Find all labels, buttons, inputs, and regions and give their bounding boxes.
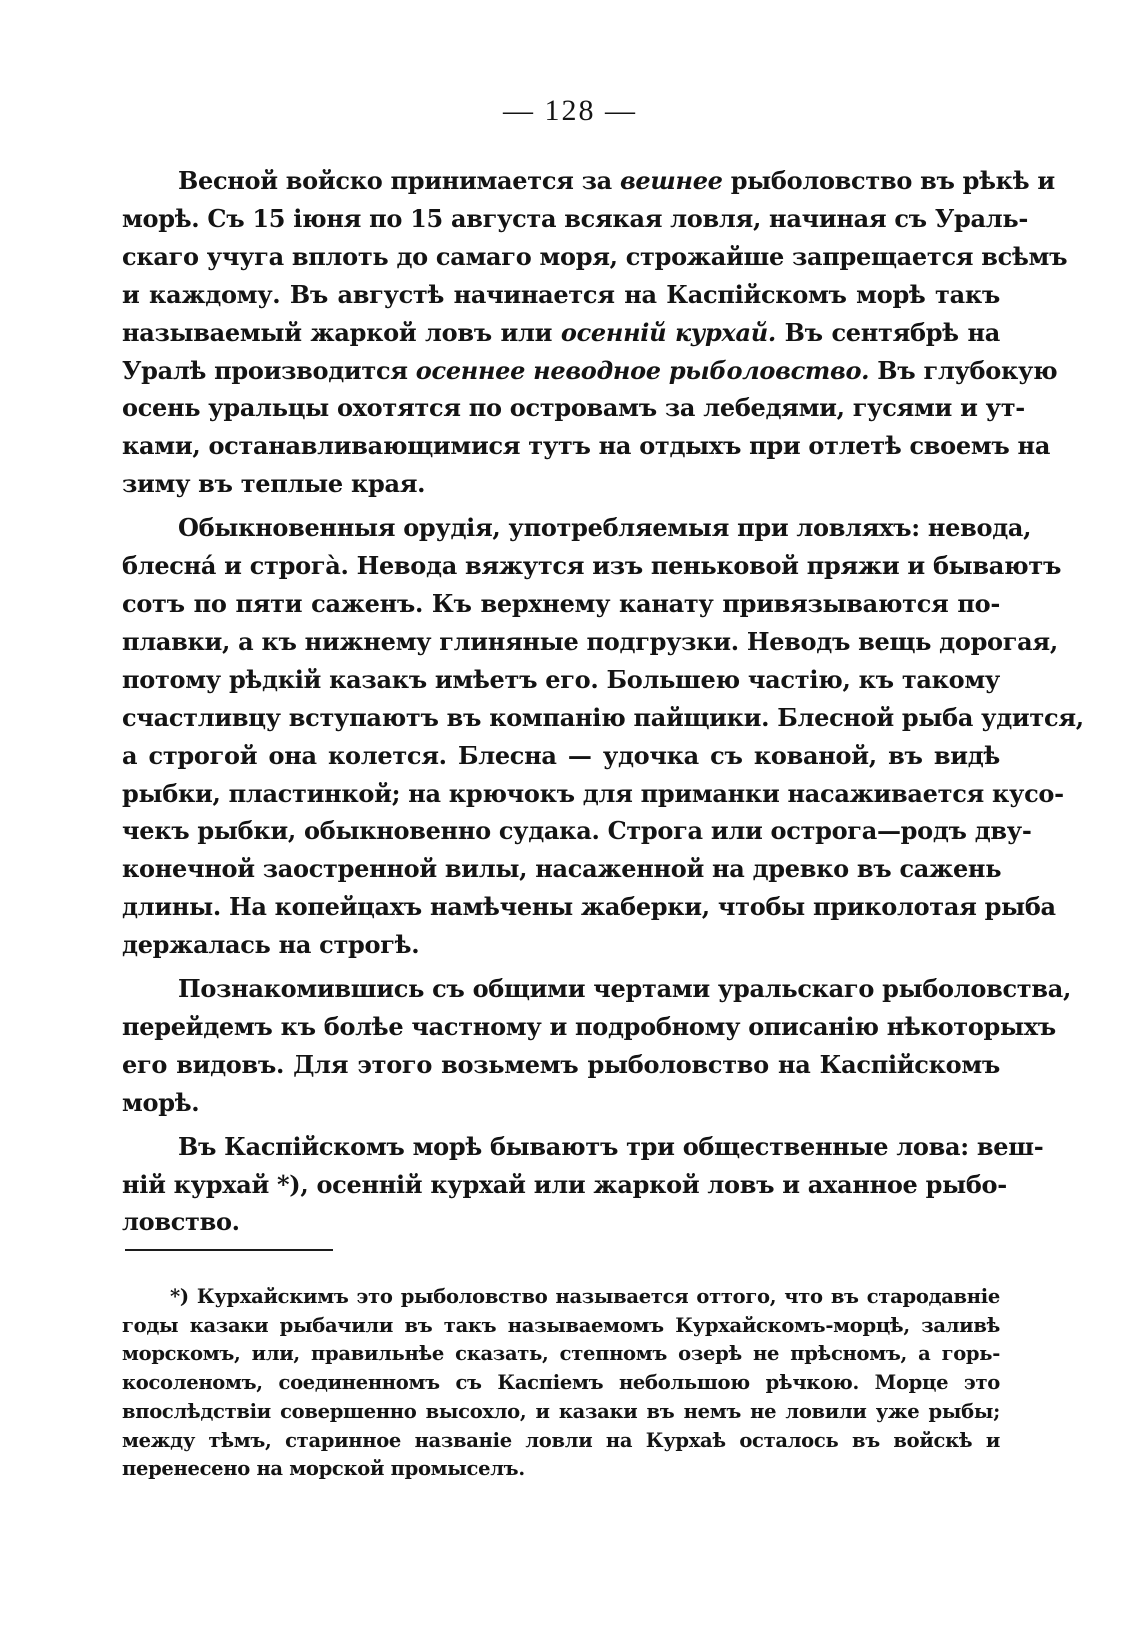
footnote-line: косоленомъ, соединенномъ съ Каспіемъ небольшою рѣчкою. Морце это (122, 1371, 1000, 1395)
text-line (122, 1046, 1000, 1084)
text-line (122, 888, 1056, 926)
text-line (122, 775, 1064, 813)
text-line (122, 970, 1072, 1008)
text-run: скаго учуга вплоть до самаго моря, строжайше запрещается всѣмъ (122, 241, 1068, 271)
italic-term: осеннее неводное рыболовство. (415, 355, 870, 385)
text-run: а строгой она колется. Блесна — удочка съ кованой, въ видѣ (122, 740, 1000, 770)
text-run: Познакомившись съ общими чертами уральскаго рыболовства, (178, 974, 1072, 1004)
text-line (122, 1166, 1007, 1204)
text-run: Въ глубокую (869, 355, 1058, 385)
text-line (122, 812, 1032, 850)
text-line (122, 276, 1000, 314)
paragraph (122, 162, 1068, 503)
text-line (122, 465, 1000, 503)
text-run: плавки, а къ нижнему глиняные подгрузки. Неводъ вещь дорогая, (122, 626, 1058, 656)
text-run: ній курхай *), осенній курхай или жаркой ловъ и аханное рыбо- (122, 1169, 1007, 1199)
text-run: его видовъ. Для этого возьмемъ рыболовство на Каспійскомъ (122, 1049, 1000, 1079)
text-line (122, 623, 1058, 661)
text-run: Весной войско принимается за (178, 166, 620, 195)
text-run: ловство. (122, 1207, 240, 1237)
text-run: морѣ. (122, 1087, 200, 1117)
text-line (122, 427, 1051, 465)
text-run: рыбки, пластинкой; на крючокъ для приманки насаживается кусо- (122, 778, 1064, 808)
text-run: перейдемъ къ болѣе частному и подробному описанію нѣкоторыхъ (122, 1011, 1056, 1041)
text-line (122, 850, 1000, 888)
footnote-line: годы казаки рыбачили въ такъ называемомъ Курхайскомъ-морцѣ, заливѣ (122, 1313, 1000, 1337)
text-line (122, 926, 1000, 964)
main-text (122, 162, 1084, 1241)
paragraph (122, 509, 1084, 964)
text-run: длины. На копейцахъ намѣчены жаберки, чтобы приколотая рыба (122, 892, 1056, 922)
text-line (122, 1128, 1044, 1166)
paragraph (122, 970, 1072, 1122)
text-line (122, 238, 1068, 276)
text-run: держалась на строгѣ. (122, 930, 420, 960)
text-line (122, 661, 1000, 699)
text-line (122, 314, 1000, 352)
text-line (122, 547, 1062, 585)
text-run: Уралѣ производится (122, 355, 416, 385)
text-line (122, 352, 1058, 390)
text-run: осень уральцы охотятся по островамъ за лебедями, гусями и ут- (122, 393, 1025, 423)
text-run: блеснá и строгà. Невода вяжутся изъ пеньковой пряжи и бываютъ (122, 551, 1062, 581)
text-run: зиму въ теплые края. (122, 469, 426, 499)
text-line (122, 699, 1084, 737)
text-run: морѣ. Съ 15 іюня по 15 августа всякая ловля, начиная съ Ураль- (122, 203, 1028, 233)
footnote-line: между тѣмъ, старинное названіе ловли на Курхаѣ осталось въ войскѣ и (122, 1428, 1000, 1452)
text-run: потому рѣдкій казакъ имѣетъ его. Большею частію, къ такому (122, 664, 1000, 694)
text-run: и каждому. Въ августѣ начинается на Каспійскомъ морѣ такъ (122, 279, 1000, 309)
text-run: конечной заостренной вилы, насаженной на древко въ сажень (122, 854, 1002, 884)
page-number: — 128 — (503, 94, 637, 127)
text-line (122, 389, 1025, 427)
text-line (122, 585, 1000, 623)
text-run: Въ Каспійскомъ морѣ бываютъ три общественные лова: веш- (178, 1131, 1044, 1161)
footnote-line: впослѣдствіи совершенно высохло, и казаки въ немъ не ловили уже рыбы; (122, 1399, 1000, 1423)
italic-term: вешнее (619, 166, 723, 195)
text-run: ками, останавливающимися тутъ на отдыхъ при отлетѣ своемъ на (122, 431, 1051, 461)
text-run: Обыкновенныя орудія, употребляемыя при ловляхъ: невода, (178, 513, 1032, 543)
text-run: рыболовство въ рѣкѣ и (722, 166, 1055, 195)
text-line (122, 162, 1055, 200)
text-run: чекъ рыбки, обыкновенно судака. Строга или острога—родъ дву- (122, 816, 1032, 846)
text-run: Въ сентябрѣ на (775, 317, 1000, 347)
footnote-separator (125, 1249, 333, 1251)
text-line (122, 509, 1032, 547)
footnote (122, 1283, 1000, 1484)
text-line (122, 1008, 1056, 1046)
text-line (122, 737, 1000, 775)
text-line (122, 200, 1028, 238)
footnote-line: морскомъ, или, правильнѣе сказать, степномъ озерѣ не прѣсномъ, а горь- (122, 1342, 1000, 1366)
paragraph (122, 1128, 1044, 1242)
italic-term: осенній курхай. (560, 317, 776, 347)
footnote-line: *) Курхайскимъ это рыболовство называется оттого, что въ стародавніе (170, 1285, 1000, 1308)
footnote-line: перенесено на морской промыселъ. (122, 1457, 525, 1481)
text-run: сотъ по пяти саженъ. Къ верхнему канату привязываются по- (122, 588, 1000, 618)
text-line (122, 1084, 1000, 1122)
text-run: счастливцу вступаютъ въ компанію пайщики. Блесной рыба удится, (122, 702, 1084, 732)
text-line (122, 1203, 1000, 1241)
text-run: называемый жаркой ловъ или (122, 317, 561, 347)
